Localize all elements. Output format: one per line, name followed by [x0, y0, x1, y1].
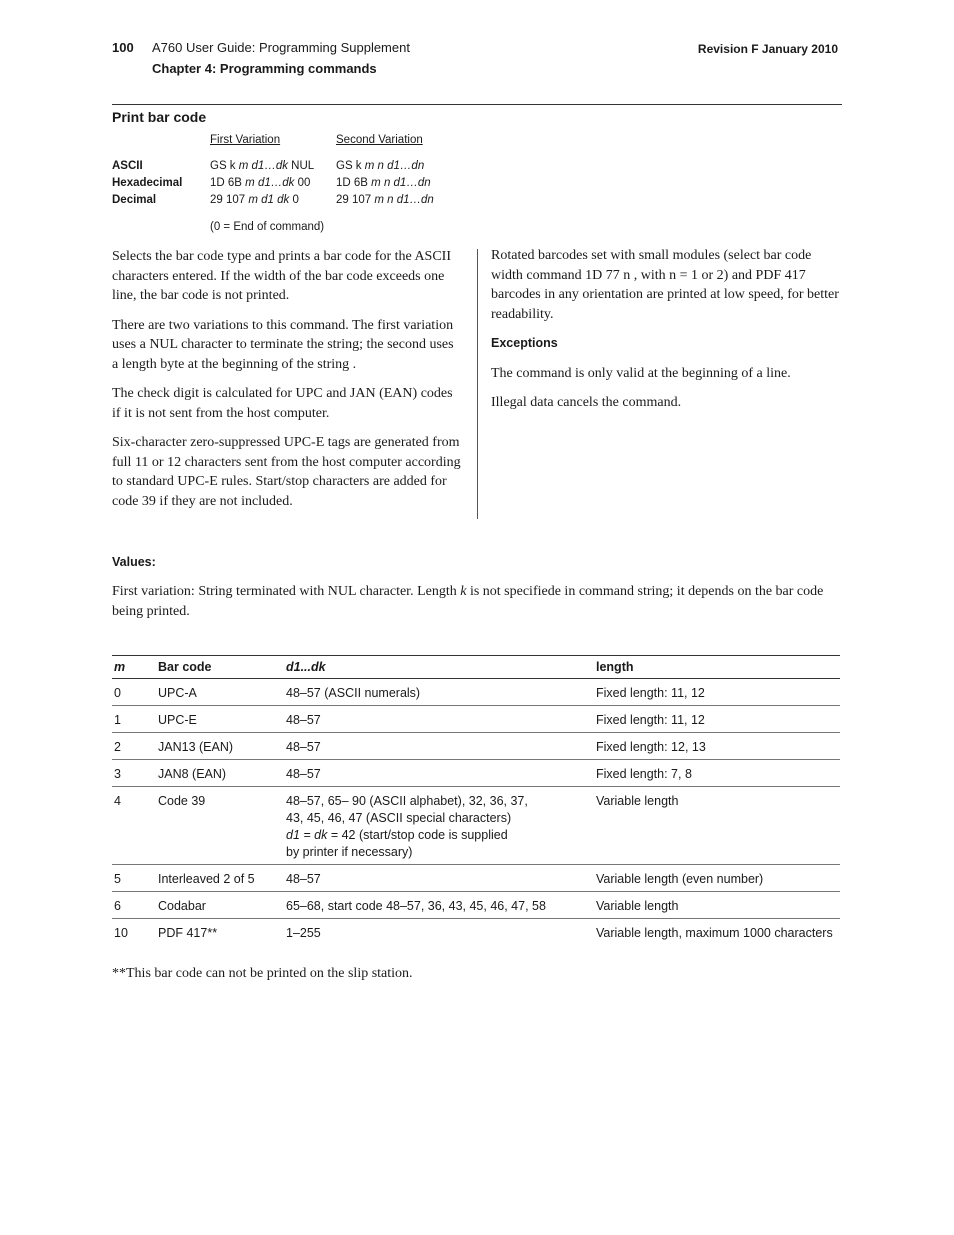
cell-bar-code: PDF 417**	[158, 926, 218, 940]
cell-data-range: 48–57	[284, 733, 594, 760]
cell-length: Fixed length: 11, 12	[594, 679, 840, 706]
revision-label: Revision F January 2010	[697, 42, 838, 56]
table-row	[112, 733, 840, 760]
first-variation-heading: First Variation	[210, 134, 281, 146]
cell-length: Variable length (even number)	[594, 865, 840, 892]
cell-data-range: 48–57	[284, 706, 594, 733]
exception-item: Illegal data cancels the command.	[491, 395, 682, 410]
cell-bar-code: JAN8 (EAN)	[156, 760, 284, 787]
table-row	[112, 760, 840, 787]
format-decimal-v2: 29 107 m n d1…dn	[336, 194, 434, 206]
cell-length: Variable length	[594, 892, 840, 919]
second-variation-heading: Second Variation	[336, 134, 423, 146]
header-rule	[112, 104, 842, 105]
header-data-range: d1...dk	[284, 656, 594, 679]
first-variation-description: First variation: String terminated with NUL character. Length k is not specifiede in command string; it depends on the bar code being printed.	[112, 584, 824, 619]
cell-length: Variable length	[594, 787, 840, 865]
guide-title: A760 User Guide: Programming Supplement	[152, 40, 410, 55]
format-label-decimal: Decimal	[112, 194, 157, 206]
values-heading: Values:	[112, 555, 156, 569]
cell-m: 3	[112, 760, 156, 787]
cell-length: Fixed length: 12, 13	[594, 733, 840, 760]
cell-data-range: 1–255	[286, 926, 321, 940]
data-line: d1 = dk = 42 (start/stop code is supplied	[286, 828, 508, 842]
cell-m: 10	[114, 926, 128, 940]
cell-m: 2	[112, 733, 156, 760]
body-paragraph: Rotated barcodes set with small modules (select bar code width command 1D 77 n , with n = 1 or 2) and PDF 417 barcodes in any orientation are printed at low speed, for better readability.	[491, 248, 839, 322]
format-ascii-v1: GS k m d1…dk NUL	[210, 160, 315, 172]
body-paragraph: The check digit is calculated for UPC and JAN (EAN) codes if it is not sent from the host computer.	[112, 386, 453, 421]
cell-m: 5	[112, 865, 156, 892]
exception-item: The command is only valid at the beginning of a line.	[491, 365, 791, 381]
footnote: **This bar code can not be printed on the slip station.	[112, 966, 413, 981]
cell-data-range: 48–57	[284, 865, 594, 892]
right-column	[491, 246, 841, 423]
cell-bar-code: Interleaved 2 of 5	[156, 865, 284, 892]
data-line: by printer if necessary)	[286, 845, 413, 859]
table-row	[112, 865, 840, 892]
bar-code-table	[112, 655, 840, 945]
cell-length: Variable length, maximum 1000 characters	[596, 926, 833, 940]
body-paragraph: Six-character zero-suppressed UPC-E tags are generated from full 11 or 12 characters sent from the host computer according to standard UPC-E rules. Start/stop characters are added for code 39 if they are not included.	[112, 435, 461, 509]
table-row	[112, 706, 840, 733]
cell-m: 1	[112, 706, 156, 733]
end-of-command-note: (0 = End of command)	[210, 221, 325, 233]
data-line: 48–57, 65– 90 (ASCII alphabet), 32, 36, 37,	[286, 794, 528, 808]
cell-data-range	[284, 787, 594, 865]
section-title: Print bar code	[112, 109, 207, 125]
body-paragraph: There are two variations to this command. The first variation uses a NUL character to terminate the string; the second uses a length byte at the beginning of the string .	[112, 317, 454, 372]
format-ascii-v2: GS k m n d1…dn	[336, 160, 425, 172]
table-row	[112, 892, 840, 919]
cell-bar-code: Codabar	[156, 892, 284, 919]
data-line: 43, 45, 46, 47 (ASCII special characters)	[286, 811, 512, 825]
format-label-hexadecimal: Hexadecimal	[112, 177, 183, 189]
cell-bar-code: JAN13 (EAN)	[156, 733, 284, 760]
table-row	[112, 787, 840, 865]
cell-m: 6	[112, 892, 156, 919]
format-hex-v1: 1D 6B m d1…dk 00	[210, 177, 311, 189]
cell-data-range: 48–57 (ASCII numerals)	[284, 679, 594, 706]
cell-m: 0	[112, 679, 156, 706]
page-number: 100	[112, 40, 134, 55]
cell-length: Fixed length: 11, 12	[594, 706, 840, 733]
header-length: length	[594, 656, 840, 679]
table-header-row	[112, 656, 840, 679]
cell-data-range: 48–57	[284, 760, 594, 787]
cell-m: 4	[112, 787, 156, 865]
body-paragraph: Selects the bar code type and prints a bar code for the ASCII characters entered. If the width of the bar code exceeds one line, the bar code is not printed.	[112, 249, 452, 303]
table-row	[112, 679, 840, 706]
cell-bar-code: UPC-E	[156, 706, 284, 733]
cell-data-range: 65–68, start code 48–57, 36, 43, 45, 46, 47, 58	[284, 892, 594, 919]
cell-length: Fixed length: 7, 8	[594, 760, 840, 787]
format-hex-v2: 1D 6B m n d1…dn	[336, 177, 431, 189]
header-m: m	[112, 656, 156, 679]
column-divider	[477, 249, 478, 519]
chapter-title: Chapter 4: Programming commands	[152, 61, 377, 76]
cell-bar-code: UPC-A	[156, 679, 284, 706]
cell-bar-code: Code 39	[156, 787, 284, 865]
left-column	[112, 247, 462, 521]
format-decimal-v1: 29 107 m d1 dk 0	[210, 194, 299, 206]
table-row	[112, 919, 840, 946]
format-label-ascii: ASCII	[112, 160, 143, 172]
exceptions-heading: Exceptions	[491, 336, 558, 350]
header-bar-code: Bar code	[156, 656, 284, 679]
